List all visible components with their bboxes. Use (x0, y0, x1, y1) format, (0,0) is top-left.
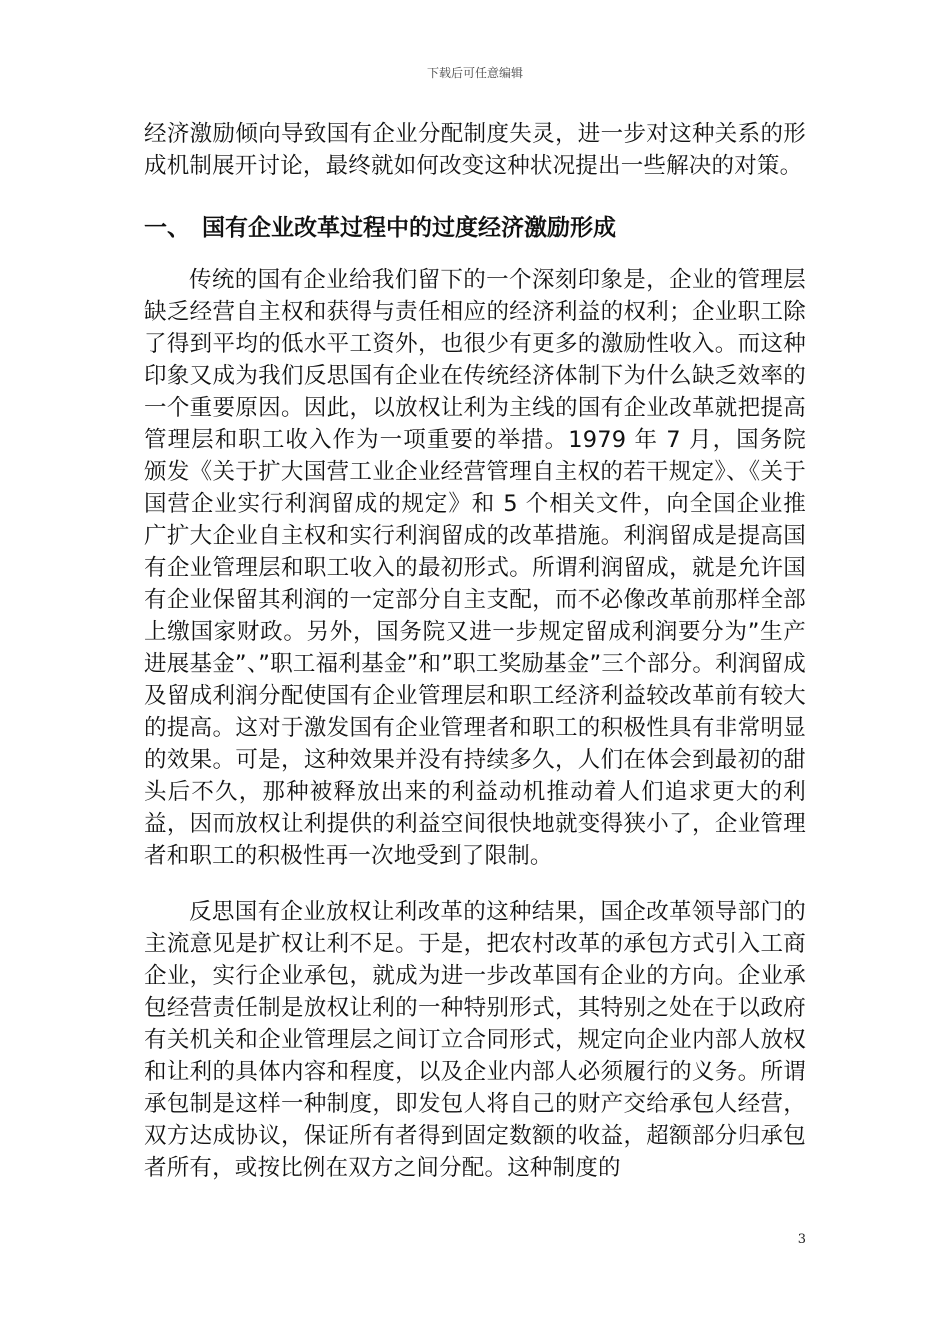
section-title: 国有企业改革过程中的过度经济激励形成 (202, 215, 616, 241)
document-body (144, 118, 806, 1184)
paragraph-2: 反思国有企业放权让利改革的这种结果，国企改革领导部门的主流意见是扩权让利不足。于是，把农村改革的承包方式引入工商企业，实行企业承包，就成为进一步改革国有企业的方向。企业承包经营责任制是放权让利的一种特别形式，其特别之处在于以政府有关机关和企业管理层之间订立合同形式，规定向企业内部人放权和让利的具体内容和程度，以及企业内部人必须履行的义务。所谓承包制是这样一种制度，即发包人将自己的财产交给承包人经营，双方达成协议，保证所有者得到固定数额的收益，超额部分归承包者所有，或按比例在双方之间分配。这种制度的 (144, 899, 806, 1181)
section-number: 一、 (144, 215, 190, 241)
page-number: 3 (797, 1232, 806, 1247)
paragraph-1: 传统的国有企业给我们留下的一个深刻印象是，企业的管理层缺乏经营自主权和获得与责任相应的经济利益的权利；企业职工除了得到平均的低水平工资外，也很少有更多的激励性收入。而这种印象又成为我们反思国有企业在传统经济体制下为什么缺乏效率的一个重要原因。因此，以放权让利为主线的国有企业改革就把提高管理层和职工收入作为一项重要的举措。1979 年 7 月，国务院颁发《关于扩大国营工业企业经营管理自主权的若干规定》、《关于国营企业实行利润留成的规定》和 5 个相关文件，向全国企业推广扩大企业自主权和实行利润留成的改革措施。利润留成是提高国有企业管理层和职工收入的最初形式。所谓利润留成，就是允许国有企业保留其利润的一定部分自主支配，而不必像改革前那样全部上缴国家财政。另外，国务院又进一步规定留成利润要分为”生产进展基金”、”职工福利基金”和”职工奖励基金”三个部分。利润留成及留成利润分配使国有企业管理层和职工经济利益较改革前有较大的提高。这对于激发国有企业管理者和职工的积极性具有非常明显的效果。可是，这种效果并没有持续多久，人们在体会到最初的甜头后不久，那种被释放出来的利益动机推动着人们追求更大的利益，因而放权让利提供的利益空间很快地就变得狭小了，企业管理者和职工的积极性再一次地受到了限制。 (144, 267, 806, 869)
page-header: 下载后可任意编辑 (426, 66, 523, 80)
paragraph-gap (144, 872, 806, 896)
section-heading (144, 212, 806, 244)
intro-paragraph: 经济激励倾向导致国有企业分配制度失灵，进一步对这种关系的形成机制展开讨论，最终就如何改变这种状况提出一些解决的对策。 (144, 121, 806, 179)
